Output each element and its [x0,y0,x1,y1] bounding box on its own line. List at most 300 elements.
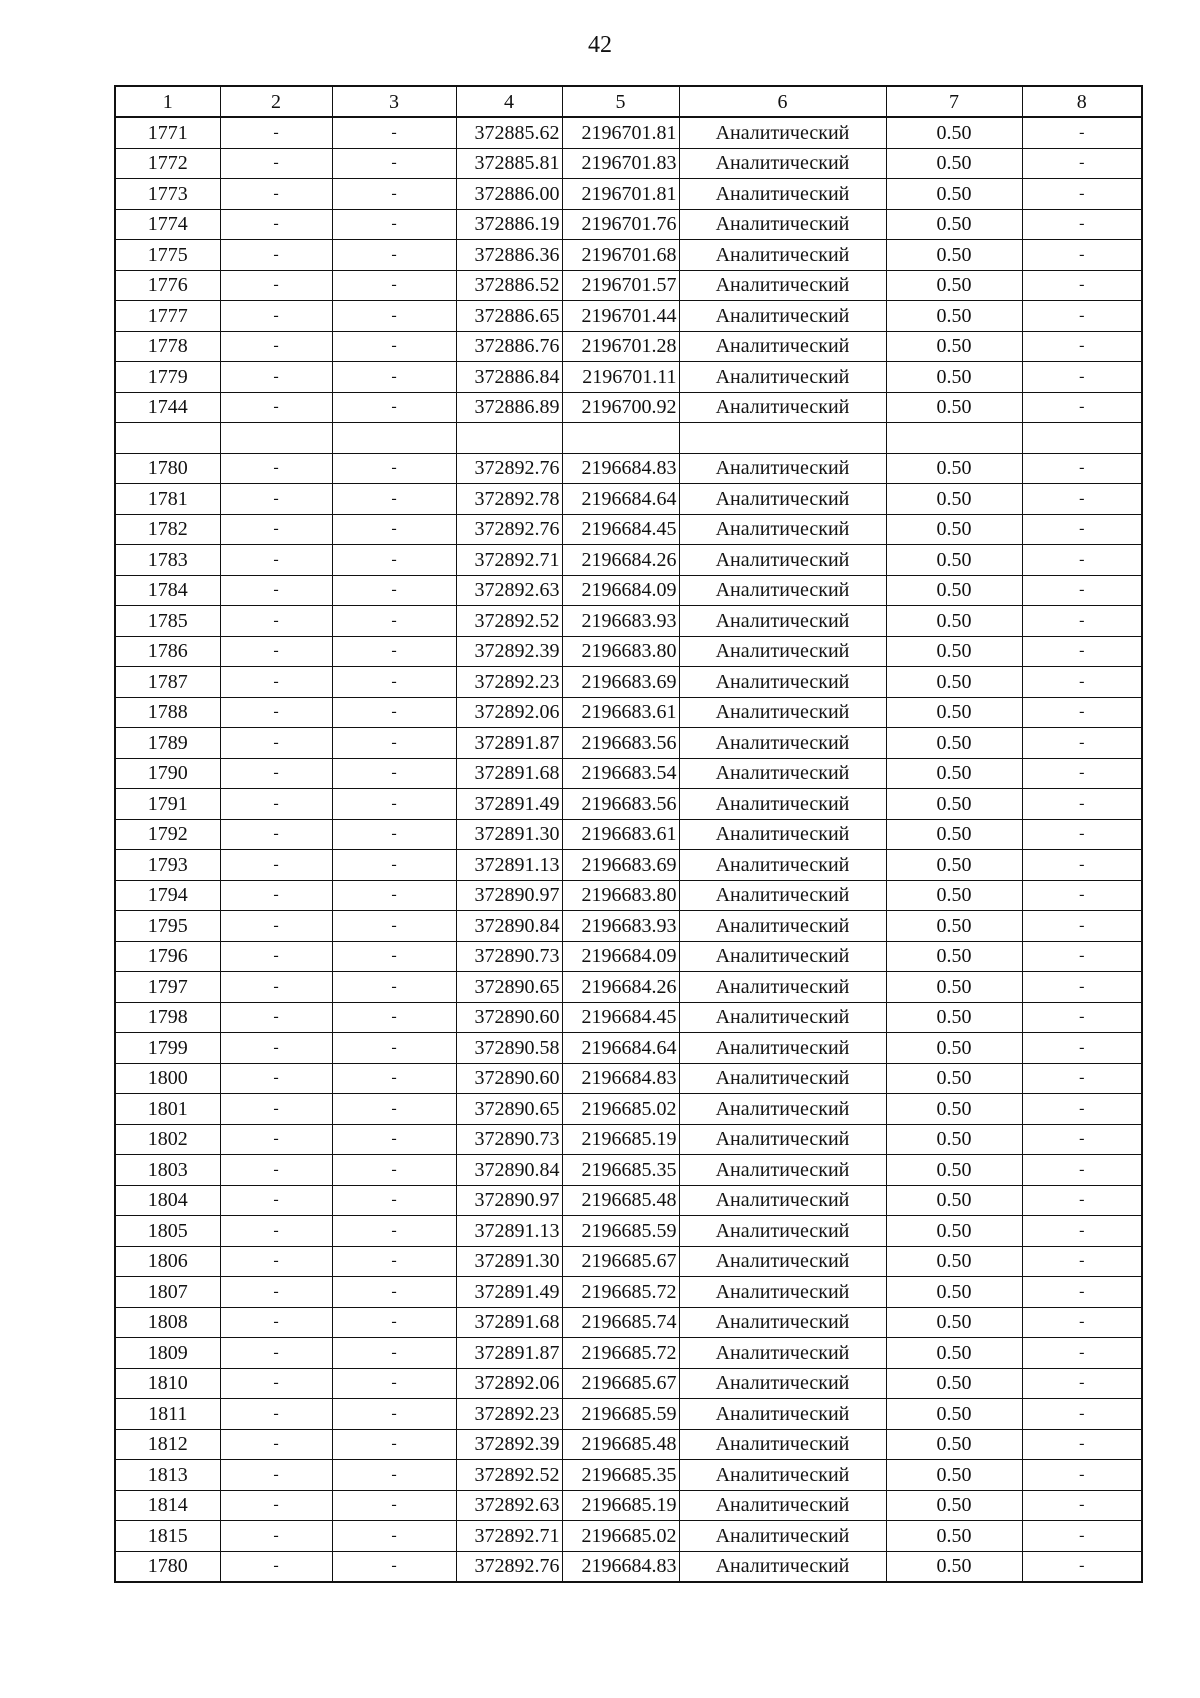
method-cell: Аналитический [679,819,886,850]
x-coordinate-cell: 372892.63 [456,1490,562,1521]
col8-cell: - [1022,1368,1142,1399]
point-number-cell: 1774 [115,209,220,240]
col3-cell: - [332,1307,456,1338]
table-row [115,1094,1142,1125]
accuracy-cell: 0.50 [886,1246,1022,1277]
method-cell: Аналитический [679,453,886,484]
accuracy-cell: 0.50 [886,1521,1022,1552]
table-row [115,606,1142,637]
col2-cell: - [220,1307,332,1338]
accuracy-cell: 0.50 [886,484,1022,515]
col8-cell: - [1022,606,1142,637]
table-row [115,1002,1142,1033]
table-row [115,1246,1142,1277]
col8-cell: - [1022,1490,1142,1521]
x-coordinate-cell: 372891.87 [456,1338,562,1369]
col2-cell: - [220,117,332,148]
x-coordinate-cell: 372885.81 [456,148,562,179]
col2-cell: - [220,1429,332,1460]
col2-cell: - [220,972,332,1003]
col3-cell: - [332,880,456,911]
y-coordinate-cell: 2196685.67 [562,1368,679,1399]
col3-cell: - [332,1368,456,1399]
y-coordinate-cell: 2196685.02 [562,1521,679,1552]
point-number-cell: 1788 [115,697,220,728]
col3-cell: - [332,911,456,942]
accuracy-cell: 0.50 [886,636,1022,667]
y-coordinate-cell: 2196701.44 [562,301,679,332]
table-row [115,575,1142,606]
x-coordinate-cell: 372892.23 [456,1399,562,1430]
col3-cell: - [332,819,456,850]
column-header: 8 [1022,86,1142,117]
point-number-cell: 1799 [115,1033,220,1064]
point-number-cell: 1789 [115,728,220,759]
x-coordinate-cell: 372886.52 [456,270,562,301]
y-coordinate-cell: 2196683.54 [562,758,679,789]
method-cell: Аналитический [679,1338,886,1369]
col8-cell: - [1022,1002,1142,1033]
col2-cell: - [220,514,332,545]
x-coordinate-cell: 372890.60 [456,1002,562,1033]
accuracy-cell: 0.50 [886,667,1022,698]
col3-cell: - [332,1429,456,1460]
accuracy-cell: 0.50 [886,240,1022,271]
y-coordinate-cell: 2196684.45 [562,514,679,545]
table-row [115,1307,1142,1338]
col2-cell: - [220,1185,332,1216]
accuracy-cell: 0.50 [886,545,1022,576]
point-number-cell: 1809 [115,1338,220,1369]
table-row [115,667,1142,698]
col3-cell: - [332,789,456,820]
col2-cell: - [220,331,332,362]
point-number-cell: 1782 [115,514,220,545]
y-coordinate-cell: 2196701.11 [562,362,679,393]
col8-cell: - [1022,209,1142,240]
method-cell: Аналитический [679,148,886,179]
point-number-cell: 1815 [115,1521,220,1552]
column-header: 7 [886,86,1022,117]
accuracy-cell: 0.50 [886,1399,1022,1430]
table-row [115,117,1142,148]
method-cell: Аналитический [679,209,886,240]
method-cell: Аналитический [679,880,886,911]
accuracy-cell: 0.50 [886,819,1022,850]
column-header: 1 [115,86,220,117]
table-row [115,850,1142,881]
x-coordinate-cell: 372892.06 [456,1368,562,1399]
accuracy-cell: 0.50 [886,1307,1022,1338]
x-coordinate-cell: 372892.71 [456,545,562,576]
point-number-cell: 1791 [115,789,220,820]
y-coordinate-cell: 2196685.67 [562,1246,679,1277]
col2-cell: - [220,148,332,179]
y-coordinate-cell: 2196683.93 [562,911,679,942]
accuracy-cell: 0.50 [886,1551,1022,1582]
x-coordinate-cell: 372890.65 [456,972,562,1003]
col3-cell: - [332,606,456,637]
accuracy-cell: 0.50 [886,728,1022,759]
col3-cell: - [332,636,456,667]
table-row [115,240,1142,271]
method-cell: Аналитический [679,1368,886,1399]
col8-cell: - [1022,1399,1142,1430]
y-coordinate-cell: 2196683.80 [562,880,679,911]
col3-cell: - [332,148,456,179]
col8-cell: - [1022,392,1142,423]
table-row [115,392,1142,423]
col8-cell: - [1022,453,1142,484]
x-coordinate-cell: 372886.76 [456,331,562,362]
table-row [115,545,1142,576]
column-header: 2 [220,86,332,117]
col3-cell: - [332,1185,456,1216]
method-cell: Аналитический [679,1460,886,1491]
col3-cell: - [332,1124,456,1155]
point-number-cell: 1793 [115,850,220,881]
x-coordinate-cell: 372890.97 [456,880,562,911]
col2-cell: - [220,697,332,728]
col8-cell: - [1022,1246,1142,1277]
col3-cell: - [332,301,456,332]
table-row [115,972,1142,1003]
table-row [115,514,1142,545]
point-number-cell: 1787 [115,667,220,698]
col2-cell: - [220,453,332,484]
y-coordinate-cell: 2196700.92 [562,392,679,423]
table-row [115,1124,1142,1155]
col8-cell: - [1022,1338,1142,1369]
col8-cell: - [1022,880,1142,911]
col8-cell: - [1022,1216,1142,1247]
point-number-cell: 1778 [115,331,220,362]
point-number-cell: 1804 [115,1185,220,1216]
col2-cell: - [220,850,332,881]
x-coordinate-cell: 372891.68 [456,1307,562,1338]
y-coordinate-cell: 2196683.61 [562,697,679,728]
y-coordinate-cell: 2196685.35 [562,1460,679,1491]
point-number-cell: 1772 [115,148,220,179]
y-coordinate-cell: 2196683.69 [562,850,679,881]
method-cell: Аналитический [679,1551,886,1582]
accuracy-cell: 0.50 [886,575,1022,606]
point-number-cell: 1775 [115,240,220,271]
col8-cell: - [1022,911,1142,942]
y-coordinate-cell: 2196683.61 [562,819,679,850]
method-cell: Аналитический [679,1124,886,1155]
method-cell [679,423,886,454]
col2-cell: - [220,545,332,576]
table-row [115,1063,1142,1094]
method-cell: Аналитический [679,514,886,545]
col3-cell: - [332,1551,456,1582]
table-row [115,697,1142,728]
x-coordinate-cell: 372892.76 [456,453,562,484]
col8-cell: - [1022,819,1142,850]
accuracy-cell: 0.50 [886,697,1022,728]
col3-cell: - [332,728,456,759]
col3-cell: - [332,270,456,301]
col8-cell: - [1022,1429,1142,1460]
col8-cell: - [1022,240,1142,271]
method-cell: Аналитический [679,850,886,881]
col8-cell: - [1022,941,1142,972]
point-number-cell: 1795 [115,911,220,942]
accuracy-cell: 0.50 [886,1216,1022,1247]
col2-cell: - [220,667,332,698]
col2-cell: - [220,880,332,911]
table-row [115,1460,1142,1491]
y-coordinate-cell: 2196685.72 [562,1338,679,1369]
col2-cell: - [220,362,332,393]
col3-cell: - [332,514,456,545]
accuracy-cell: 0.50 [886,758,1022,789]
table-header-row [115,86,1142,117]
col3-cell: - [332,1490,456,1521]
y-coordinate-cell: 2196684.09 [562,575,679,606]
col8-cell [1022,423,1142,454]
accuracy-cell: 0.50 [886,392,1022,423]
method-cell: Аналитический [679,697,886,728]
col2-cell: - [220,1155,332,1186]
x-coordinate-cell: 372891.13 [456,1216,562,1247]
method-cell: Аналитический [679,1429,886,1460]
accuracy-cell: 0.50 [886,850,1022,881]
method-cell: Аналитический [679,270,886,301]
method-cell: Аналитический [679,1277,886,1308]
method-cell: Аналитический [679,1307,886,1338]
table-row [115,1490,1142,1521]
accuracy-cell: 0.50 [886,270,1022,301]
method-cell: Аналитический [679,331,886,362]
col2-cell: - [220,1277,332,1308]
accuracy-cell: 0.50 [886,1338,1022,1369]
x-coordinate-cell: 372892.71 [456,1521,562,1552]
accuracy-cell: 0.50 [886,1185,1022,1216]
col8-cell: - [1022,1460,1142,1491]
accuracy-cell: 0.50 [886,331,1022,362]
col3-cell: - [332,1063,456,1094]
table-row [115,148,1142,179]
table-row [115,1429,1142,1460]
col8-cell: - [1022,484,1142,515]
col2-cell: - [220,819,332,850]
point-number-cell: 1792 [115,819,220,850]
point-number-cell: 1786 [115,636,220,667]
method-cell: Аналитический [679,728,886,759]
col2-cell: - [220,301,332,332]
method-cell: Аналитический [679,667,886,698]
col3-cell: - [332,1338,456,1369]
col2-cell: - [220,1399,332,1430]
y-coordinate-cell: 2196684.83 [562,1551,679,1582]
y-coordinate-cell: 2196684.83 [562,1063,679,1094]
table-row [115,1551,1142,1582]
col2-cell: - [220,484,332,515]
col3-cell: - [332,1460,456,1491]
method-cell: Аналитический [679,911,886,942]
x-coordinate-cell: 372892.39 [456,636,562,667]
x-coordinate-cell: 372891.49 [456,789,562,820]
col3-cell: - [332,484,456,515]
x-coordinate-cell: 372892.39 [456,1429,562,1460]
method-cell: Аналитический [679,362,886,393]
x-coordinate-cell: 372890.73 [456,1124,562,1155]
point-number-cell: 1805 [115,1216,220,1247]
col2-cell [220,423,332,454]
col2-cell: - [220,911,332,942]
x-coordinate-cell [456,423,562,454]
method-cell: Аналитический [679,1185,886,1216]
accuracy-cell: 0.50 [886,880,1022,911]
x-coordinate-cell: 372890.60 [456,1063,562,1094]
col3-cell: - [332,1216,456,1247]
col2-cell: - [220,1216,332,1247]
x-coordinate-cell: 372891.30 [456,819,562,850]
y-coordinate-cell: 2196683.69 [562,667,679,698]
y-coordinate-cell: 2196685.19 [562,1124,679,1155]
col8-cell: - [1022,789,1142,820]
point-number-cell: 1773 [115,179,220,210]
x-coordinate-cell: 372891.30 [456,1246,562,1277]
point-number-cell: 1776 [115,270,220,301]
col2-cell: - [220,1246,332,1277]
col8-cell: - [1022,667,1142,698]
x-coordinate-cell: 372891.49 [456,1277,562,1308]
col3-cell: - [332,179,456,210]
accuracy-cell: 0.50 [886,1490,1022,1521]
y-coordinate-cell [562,423,679,454]
col8-cell: - [1022,1521,1142,1552]
table-row [115,179,1142,210]
col8-cell: - [1022,636,1142,667]
coordinates-table [114,85,1143,1583]
col3-cell: - [332,1521,456,1552]
method-cell: Аналитический [679,789,886,820]
accuracy-cell: 0.50 [886,972,1022,1003]
col8-cell: - [1022,514,1142,545]
col3-cell: - [332,667,456,698]
y-coordinate-cell: 2196685.35 [562,1155,679,1186]
col2-cell: - [220,1063,332,1094]
col3-cell: - [332,453,456,484]
method-cell: Аналитический [679,1094,886,1125]
method-cell: Аналитический [679,1155,886,1186]
x-coordinate-cell: 372892.76 [456,514,562,545]
y-coordinate-cell: 2196684.26 [562,545,679,576]
col8-cell: - [1022,850,1142,881]
col2-cell: - [220,392,332,423]
point-number-cell: 1807 [115,1277,220,1308]
x-coordinate-cell: 372892.52 [456,606,562,637]
x-coordinate-cell: 372892.63 [456,575,562,606]
point-number-cell: 1796 [115,941,220,972]
method-cell: Аналитический [679,1002,886,1033]
accuracy-cell [886,423,1022,454]
point-number-cell: 1814 [115,1490,220,1521]
point-number-cell: 1802 [115,1124,220,1155]
method-cell: Аналитический [679,545,886,576]
col8-cell: - [1022,575,1142,606]
y-coordinate-cell: 2196701.83 [562,148,679,179]
col2-cell: - [220,1521,332,1552]
accuracy-cell: 0.50 [886,1002,1022,1033]
accuracy-cell: 0.50 [886,301,1022,332]
col8-cell: - [1022,1307,1142,1338]
table-row [115,636,1142,667]
point-number-cell: 1790 [115,758,220,789]
accuracy-cell: 0.50 [886,1429,1022,1460]
method-cell: Аналитический [679,972,886,1003]
accuracy-cell: 0.50 [886,1033,1022,1064]
table-row [115,1521,1142,1552]
col3-cell: - [332,1399,456,1430]
point-number-cell: 1801 [115,1094,220,1125]
y-coordinate-cell: 2196685.02 [562,1094,679,1125]
x-coordinate-cell: 372892.06 [456,697,562,728]
col3-cell: - [332,850,456,881]
method-cell: Аналитический [679,758,886,789]
accuracy-cell: 0.50 [886,179,1022,210]
y-coordinate-cell: 2196701.81 [562,179,679,210]
col2-cell: - [220,1460,332,1491]
col2-cell: - [220,606,332,637]
col8-cell: - [1022,758,1142,789]
method-cell: Аналитический [679,240,886,271]
table-row [115,270,1142,301]
accuracy-cell: 0.50 [886,514,1022,545]
x-coordinate-cell: 372892.52 [456,1460,562,1491]
table-row [115,728,1142,759]
method-cell: Аналитический [679,301,886,332]
table-row [115,1338,1142,1369]
point-number-cell: 1800 [115,1063,220,1094]
accuracy-cell: 0.50 [886,148,1022,179]
col3-cell: - [332,240,456,271]
point-number-cell: 1808 [115,1307,220,1338]
col3-cell [332,423,456,454]
table-row [115,789,1142,820]
col3-cell: - [332,545,456,576]
y-coordinate-cell: 2196685.72 [562,1277,679,1308]
x-coordinate-cell: 372886.89 [456,392,562,423]
y-coordinate-cell: 2196701.57 [562,270,679,301]
point-number-cell: 1777 [115,301,220,332]
y-coordinate-cell: 2196684.45 [562,1002,679,1033]
x-coordinate-cell: 372892.76 [456,1551,562,1582]
method-cell: Аналитический [679,1246,886,1277]
col8-cell: - [1022,331,1142,362]
col2-cell: - [220,1551,332,1582]
point-number-cell: 1813 [115,1460,220,1491]
table-row [115,1033,1142,1064]
col2-cell: - [220,1094,332,1125]
y-coordinate-cell: 2196684.64 [562,484,679,515]
table-row [115,1216,1142,1247]
point-number-cell: 1780 [115,453,220,484]
method-cell: Аналитический [679,575,886,606]
col8-cell: - [1022,728,1142,759]
accuracy-cell: 0.50 [886,1460,1022,1491]
table-row [115,1277,1142,1308]
col8-cell: - [1022,270,1142,301]
col2-cell: - [220,758,332,789]
table-row [115,209,1142,240]
point-number-cell: 1781 [115,484,220,515]
y-coordinate-cell: 2196685.48 [562,1185,679,1216]
point-number-cell: 1806 [115,1246,220,1277]
